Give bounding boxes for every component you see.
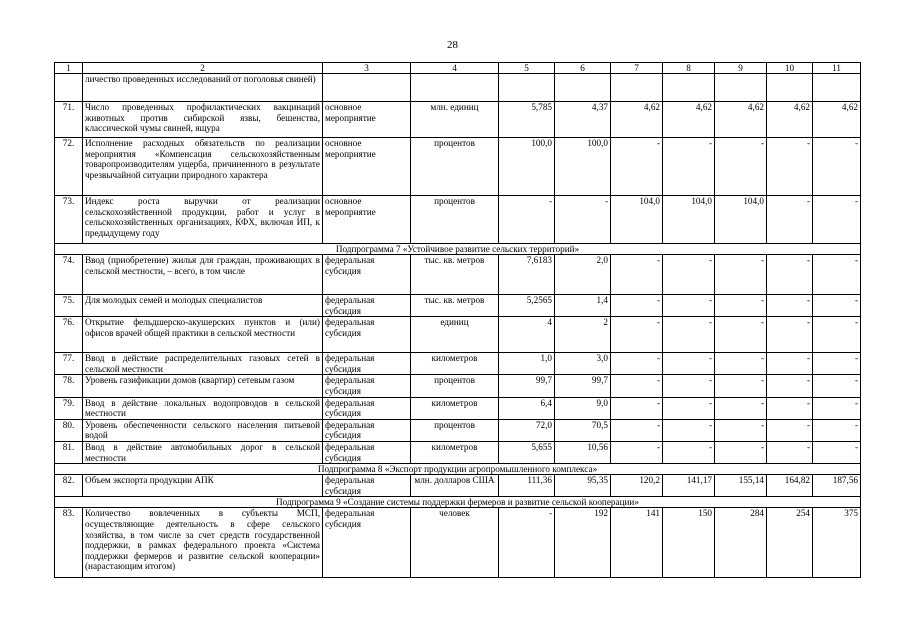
value-col-9: - — [715, 295, 767, 317]
value-col-6: 95,35 — [555, 475, 611, 497]
value-col-10: - — [767, 441, 813, 463]
value-col-7: 104,0 — [611, 196, 663, 244]
value-col-7: 141 — [611, 508, 663, 578]
value-col-6: - — [555, 196, 611, 244]
value-col-10: - — [767, 375, 813, 397]
unit: млн. долларов США — [411, 475, 499, 497]
value-col-9: 104,0 — [715, 196, 767, 244]
value-col-5: 72,0 — [499, 419, 555, 441]
table-row — [55, 196, 861, 244]
event-type: федеральная субсидия — [323, 255, 411, 295]
row-number: 75. — [55, 295, 83, 317]
column-header: 8 — [663, 63, 715, 74]
value-col-9: - — [715, 375, 767, 397]
event-type: федеральная субсидия — [323, 441, 411, 463]
value-col-11: 187,56 — [813, 475, 861, 497]
value-col-6: 2 — [555, 317, 611, 353]
subprogram-title: Подпрограмма 9 «Создание системы поддержки фермеров и развитие сельской кооперации» — [55, 497, 861, 508]
value-col-8: - — [663, 255, 715, 295]
indicator-name: Уровень газификации домов (квартир) сетевым газом — [83, 375, 323, 397]
value-col-8 — [663, 74, 715, 102]
unit: тыс. кв. метров — [411, 295, 499, 317]
value-col-5: 4 — [499, 317, 555, 353]
row-number: 77. — [55, 353, 83, 375]
value-col-5: - — [499, 508, 555, 578]
value-col-5: 5,785 — [499, 102, 555, 138]
table-row — [55, 441, 861, 463]
event-type: федеральная субсидия — [323, 508, 411, 578]
value-col-8: - — [663, 317, 715, 353]
row-number: 73. — [55, 196, 83, 244]
column-header: 11 — [813, 63, 861, 74]
value-col-8: - — [663, 353, 715, 375]
indicator-name: Ввод в действие распределительных газовых сетей в сельской местности — [83, 353, 323, 375]
column-header: 1 — [55, 63, 83, 74]
table-row — [55, 397, 861, 419]
value-col-5: 5,655 — [499, 441, 555, 463]
table-row — [55, 508, 861, 578]
event-type: федеральная субсидия — [323, 295, 411, 317]
value-col-7: - — [611, 441, 663, 463]
event-type: федеральная субсидия — [323, 419, 411, 441]
value-col-5: 6,4 — [499, 397, 555, 419]
value-col-8: - — [663, 295, 715, 317]
subprogram-row — [55, 497, 861, 508]
value-col-10: - — [767, 196, 813, 244]
indicator-name: Для молодых семей и молодых специалистов — [83, 295, 323, 317]
indicator-name: Ввод (приобретение) жилья для граждан, проживающих в сельской местности, – всего, в том числе — [83, 255, 323, 295]
value-col-6: 2,0 — [555, 255, 611, 295]
event-type — [323, 74, 411, 102]
value-col-7: - — [611, 353, 663, 375]
indicators-table — [54, 62, 861, 578]
value-col-10: 164,82 — [767, 475, 813, 497]
value-col-8: - — [663, 375, 715, 397]
value-col-11: - — [813, 255, 861, 295]
unit: тыс. кв. метров — [411, 255, 499, 295]
value-col-5: 99,7 — [499, 375, 555, 397]
indicator-name: Ввод в действие автомобильных дорог в сельской местности — [83, 441, 323, 463]
row-number: 80. — [55, 419, 83, 441]
table-row — [55, 375, 861, 397]
value-col-7: 120,2 — [611, 475, 663, 497]
column-header: 5 — [499, 63, 555, 74]
unit: километров — [411, 353, 499, 375]
unit: процентов — [411, 375, 499, 397]
value-col-11: 375 — [813, 508, 861, 578]
event-type: федеральная субсидия — [323, 353, 411, 375]
row-number: 72. — [55, 138, 83, 196]
value-col-8: - — [663, 441, 715, 463]
column-header: 3 — [323, 63, 411, 74]
value-col-9: 155,14 — [715, 475, 767, 497]
value-col-5: 111,36 — [499, 475, 555, 497]
column-header: 6 — [555, 63, 611, 74]
value-col-8: 4,62 — [663, 102, 715, 138]
subprogram-row — [55, 244, 861, 255]
value-col-10: - — [767, 317, 813, 353]
value-col-11: - — [813, 317, 861, 353]
value-col-7: 4,62 — [611, 102, 663, 138]
value-col-6: 10,56 — [555, 441, 611, 463]
value-col-11: - — [813, 138, 861, 196]
table-row — [55, 475, 861, 497]
value-col-6: 9,0 — [555, 397, 611, 419]
value-col-7: - — [611, 138, 663, 196]
subprogram-row — [55, 464, 861, 475]
event-type: основное мероприятие — [323, 196, 411, 244]
indicator-name: личество проведенных исследований от поголовья свиней) — [83, 74, 323, 102]
value-col-11: - — [813, 397, 861, 419]
row-number: 78. — [55, 375, 83, 397]
table-row — [55, 353, 861, 375]
indicator-name: Количество вовлеченных в субъекты МСП, осуществляющие деятельность в сфере сельского хозяйства, в том числе за счет средств государственной поддержки, в рамках федерального проекта «Система поддержки фермеров и развитие сельской кооперации» (нарастающим итогом) — [83, 508, 323, 578]
row-number: 79. — [55, 397, 83, 419]
row-number: 74. — [55, 255, 83, 295]
value-col-6: 4,37 — [555, 102, 611, 138]
value-col-5 — [499, 74, 555, 102]
event-type: федеральная субсидия — [323, 397, 411, 419]
unit: процентов — [411, 138, 499, 196]
table-row — [55, 255, 861, 295]
value-col-8: 150 — [663, 508, 715, 578]
value-col-9: - — [715, 353, 767, 375]
value-col-11: - — [813, 441, 861, 463]
value-col-5: 5,2565 — [499, 295, 555, 317]
value-col-8: - — [663, 419, 715, 441]
value-col-7: - — [611, 255, 663, 295]
value-col-9: - — [715, 441, 767, 463]
event-type: федеральная субсидия — [323, 375, 411, 397]
unit: процентов — [411, 196, 499, 244]
row-number — [55, 74, 83, 102]
value-col-6: 192 — [555, 508, 611, 578]
event-type: основное мероприятие — [323, 138, 411, 196]
value-col-10: - — [767, 138, 813, 196]
value-col-9: - — [715, 317, 767, 353]
table-row — [55, 317, 861, 353]
unit: человек — [411, 508, 499, 578]
value-col-9 — [715, 74, 767, 102]
subprogram-title: Подпрограмма 8 «Экспорт продукции агропромышленного комплекса» — [55, 464, 861, 475]
unit: процентов — [411, 419, 499, 441]
value-col-6: 99,7 — [555, 375, 611, 397]
value-col-7: - — [611, 397, 663, 419]
value-col-10: 254 — [767, 508, 813, 578]
value-col-11: - — [813, 419, 861, 441]
event-type: основное мероприятие — [323, 102, 411, 138]
unit — [411, 74, 499, 102]
value-col-7: - — [611, 317, 663, 353]
unit: километров — [411, 441, 499, 463]
value-col-10: 4,62 — [767, 102, 813, 138]
column-header: 4 — [411, 63, 499, 74]
value-col-10: - — [767, 295, 813, 317]
page-number: 28 — [447, 39, 458, 51]
unit: километров — [411, 397, 499, 419]
value-col-6: 100,0 — [555, 138, 611, 196]
value-col-6: 70,5 — [555, 419, 611, 441]
value-col-9: - — [715, 138, 767, 196]
value-col-5: 7,6183 — [499, 255, 555, 295]
indicator-name: Открытие фельдшерско-акушерских пунктов и (или) офисов врачей общей практики в сельской местности — [83, 317, 323, 353]
unit: млн. единиц — [411, 102, 499, 138]
row-number: 82. — [55, 475, 83, 497]
row-number: 83. — [55, 508, 83, 578]
table-row — [55, 295, 861, 317]
value-col-10: - — [767, 255, 813, 295]
indicator-name: Ввод в действие локальных водопроводов в сельской местности — [83, 397, 323, 419]
value-col-6: 3,0 — [555, 353, 611, 375]
value-col-10: - — [767, 353, 813, 375]
column-header: 2 — [83, 63, 323, 74]
value-col-9: - — [715, 397, 767, 419]
column-header: 7 — [611, 63, 663, 74]
value-col-5: 100,0 — [499, 138, 555, 196]
value-col-9: - — [715, 419, 767, 441]
table-row — [55, 138, 861, 196]
unit: единиц — [411, 317, 499, 353]
value-col-9: 4,62 — [715, 102, 767, 138]
column-header-row — [55, 63, 861, 74]
table-row — [55, 74, 861, 102]
value-col-7: - — [611, 419, 663, 441]
indicator-name: Объем экспорта продукции АПК — [83, 475, 323, 497]
event-type: федеральная субсидия — [323, 317, 411, 353]
indicator-name: Индекс роста выручки от реализации сельскохозяйственной продукции, работ и услуг в сельскохозяйственных организациях, КФХ, включая ИП, к предыдущему году — [83, 196, 323, 244]
value-col-5: - — [499, 196, 555, 244]
value-col-8: - — [663, 397, 715, 419]
table-row — [55, 102, 861, 138]
subprogram-title: Подпрограмма 7 «Устойчивое развитие сельских территорий» — [55, 244, 861, 255]
value-col-9: - — [715, 255, 767, 295]
indicator-name: Уровень обеспеченности сельского населения питьевой водой — [83, 419, 323, 441]
value-col-11: - — [813, 375, 861, 397]
value-col-11: - — [813, 295, 861, 317]
value-col-11: - — [813, 353, 861, 375]
value-col-8: 141,17 — [663, 475, 715, 497]
value-col-10 — [767, 74, 813, 102]
value-col-11: - — [813, 196, 861, 244]
row-number: 81. — [55, 441, 83, 463]
value-col-11 — [813, 74, 861, 102]
value-col-10: - — [767, 419, 813, 441]
row-number: 76. — [55, 317, 83, 353]
indicator-name: Число проведенных профилактических вакцинаций животных против сибирской язвы, бешенства, классической чумы свиней, ящура — [83, 102, 323, 138]
value-col-7: - — [611, 295, 663, 317]
event-type: федеральная субсидия — [323, 475, 411, 497]
value-col-7: - — [611, 375, 663, 397]
value-col-9: 284 — [715, 508, 767, 578]
value-col-11: 4,62 — [813, 102, 861, 138]
value-col-10: - — [767, 397, 813, 419]
value-col-8: - — [663, 138, 715, 196]
value-col-6: 1,4 — [555, 295, 611, 317]
value-col-8: 104,0 — [663, 196, 715, 244]
row-number: 71. — [55, 102, 83, 138]
table-row — [55, 419, 861, 441]
column-header: 9 — [715, 63, 767, 74]
indicator-name: Исполнение расходных обязательств по реализации мероприятия «Компенсация сельскохозяйственным товаропроизводителям ущерба, причиненного в результате чрезвычайной ситуации природного характера — [83, 138, 323, 196]
value-col-5: 1,0 — [499, 353, 555, 375]
value-col-7 — [611, 74, 663, 102]
column-header: 10 — [767, 63, 813, 74]
value-col-6 — [555, 74, 611, 102]
